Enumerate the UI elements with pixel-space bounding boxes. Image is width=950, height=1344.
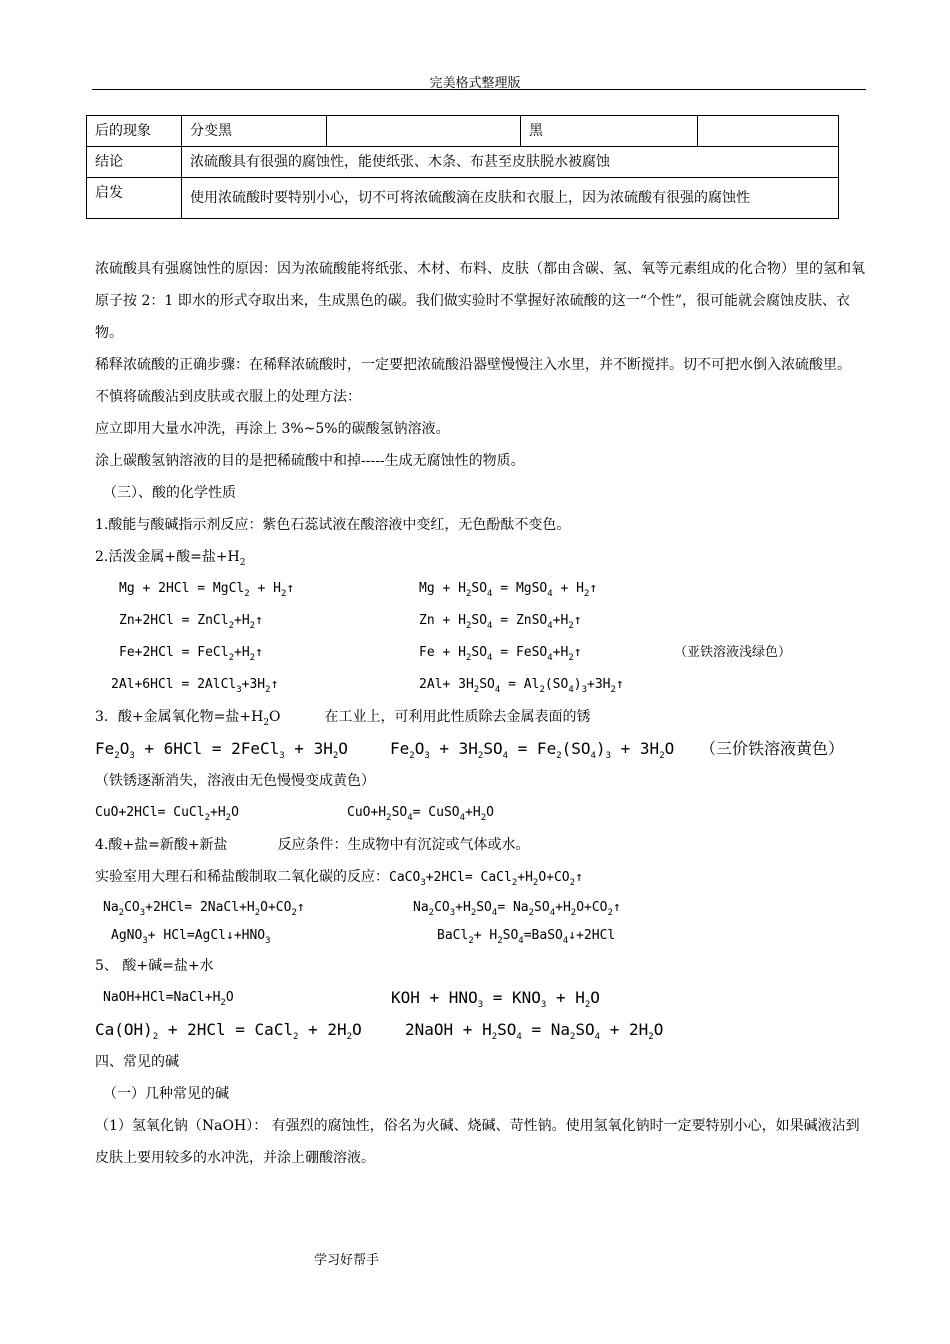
paragraph-spill-method: 应立即用大量水冲洗，再涂上 3%~5%的碳酸氢钠溶液。 — [95, 421, 450, 437]
equation: $Ca(OH)_2 + 2HCl$ = CaCl$_2$ + $2H_2O$ — [95, 1020, 362, 1042]
equations-oxide-acid — [95, 733, 865, 765]
equation: $Fe_2O_3 + 6HCl$ = 2FeCl$_3$ + $3H_2O$ — [95, 739, 348, 761]
equations-metal-acid — [95, 573, 865, 701]
equation: BaCl$_2$+ $H_2SO_4=BaSO_4↓+2HCl$ — [437, 928, 616, 946]
equation: 2NaOH + $H_2SO_4 = Na_2SO_4 + 2H_2O$ — [405, 1020, 664, 1042]
equation: $CuO+2HCl= CuCl_2+H_2O$ — [95, 805, 239, 823]
property-4: 4.酸+盐=新酸+新盐 反应条件：生成物中有沉淀或气体或水。 — [95, 837, 530, 853]
table-cell: 后的现象 — [87, 116, 182, 147]
equation: $Na_2CO_3+2HCl=$ $2NaCl+H_2O+CO_2↑$ — [103, 900, 305, 918]
equation: AgNO$_3$+ $HCl=AgCl↓+HNO_3$ — [111, 928, 271, 946]
section-heading: 四、常见的碱 — [95, 1054, 179, 1070]
note: （亚铁溶液浅绿色） — [674, 645, 792, 660]
note: （三价铁溶液黄色） — [700, 739, 845, 758]
main-content — [95, 253, 865, 1174]
table-cell: 使用浓硫酸时要特别小心，切不可将浓硫酸滴在皮肤和衣服上，因为浓硫酸有很强的腐蚀性 — [182, 178, 839, 219]
equation: KOH + $HNO_3 = KNO_3 + H_2O$ — [391, 988, 600, 1010]
table-cell — [698, 116, 839, 147]
property-2: 2.活泼金属+酸=盐$+H_2$ — [95, 549, 246, 568]
equation: $Na_2CO_3+H_2SO_4=$ $Na_2SO_4+H_2O+CO_2↑$ — [413, 900, 621, 918]
equations-acid-salt — [95, 894, 865, 950]
table-cell: 启发 — [87, 178, 182, 219]
equation: $Fe_2O_3 + 3H_2SO_4 = Fe_2(SO_4)_3 + 3H_2O$ — [390, 739, 675, 761]
page-header: 完美格式整理版 — [429, 76, 521, 91]
header-rule — [92, 89, 866, 90]
equation: $CuO+H_2SO_4=$ $CuSO_4+H_2O$ — [347, 805, 494, 823]
equation: $Fe+2HCl = FeCl_2+H_2↑$ — [119, 645, 263, 663]
table-cell: 分变黑 — [182, 116, 327, 147]
equation-row — [95, 922, 865, 950]
equation-row — [95, 669, 865, 701]
table-row — [87, 178, 839, 219]
table-row — [87, 116, 839, 147]
equation-row — [95, 733, 865, 765]
paragraph-spill-purpose: 涂上碳酸氢钠溶液的目的是把稀硫酸中和掉-----生成无腐蚀性的物质。 — [95, 453, 525, 469]
table-cell: 黑 — [521, 116, 698, 147]
equation-row — [95, 573, 865, 605]
table-cell: 结论 — [87, 147, 182, 178]
equation: $Zn+2HCl = ZnCl_2+H_2↑$ — [119, 613, 263, 631]
equation: $Mg + H_2SO_4$ = MgSO$_4$ + $H_2↑$ — [419, 581, 598, 599]
paragraph-naoh: （1）氢氧化钠（NaOH）： 有强烈的腐蚀性，俗名为火碱、烧碱、苛性钠。使用氢氧化钠时一定要特别小心，如果碱液沾到皮肤上要用较多的水冲洗，并涂上硼酸溶液。 — [95, 1118, 860, 1166]
equations-acid-base — [95, 982, 865, 1046]
table-row — [87, 147, 839, 178]
equation: $NaOH+HCl=NaCl+H_2O$ — [103, 990, 234, 1008]
equation-row — [95, 637, 865, 669]
paragraph-dilute: 稀释浓硫酸的正确步骤：在稀释浓硫酸时，一定要把浓硫酸沿器壁慢慢注入水里，并不断搅拌。切不可把水倒入浓硫酸里。 — [95, 357, 851, 373]
property-1: 1.酸能与酸碱指示剂反应：紫色石蕊试液在酸溶液中变红，无色酚酞不变色。 — [95, 517, 571, 533]
table-cell — [327, 116, 521, 147]
equations-cuo — [95, 797, 865, 829]
lab-co2: 实验室用大理石和稀盐酸制取二氧化碳的反应：CaCO$_3$+2HCl= $CaCl_2+H_2O+CO_2↑$ — [95, 869, 583, 888]
property-3: 3．酸+金属氧化物=盐$+H_2O$ 在工业上，可利用此性质除去金属表面的锈 — [95, 709, 591, 728]
page-footer: 学习好帮手 — [314, 1253, 380, 1268]
paragraph-reason: 浓硫酸具有强腐蚀性的原因：因为浓硫酸能将纸张、木材、布料、皮肤（都由含碳、氢、氧等元素组成的化合物）里的氢和氧原子按 2：1 即水的形式夺取出来，生成黑色的碳。我们做实验时不掌握好浓硫酸的这一“个性”，很可能就会腐蚀皮肤、衣物。 — [95, 261, 865, 341]
equation-row — [95, 894, 865, 922]
experiment-table — [86, 115, 839, 219]
equation-row — [95, 605, 865, 637]
subsection-heading: （一）几种常见的碱 — [103, 1086, 229, 1102]
equation: $Zn + H_2SO_4$ = $ZnSO_4+H_2↑$ — [419, 613, 582, 631]
rust-note: （铁锈逐渐消失，溶液由无色慢慢变成黄色） — [95, 773, 375, 789]
section-heading: （三）、酸的化学性质 — [103, 485, 236, 501]
equation: $2Al+ 3H_2SO_4$ = $Al_2(SO_4)_3+3H_2↑$ — [419, 677, 624, 695]
table-cell: 浓硫酸具有很强的腐蚀性，能使纸张、木条、布甚至皮肤脱水被腐蚀 — [182, 147, 839, 178]
equation-row — [95, 982, 865, 1014]
equation-row — [95, 1014, 865, 1046]
equation: Mg + 2HCl = MgCl$_2$ + $H_2↑$ — [119, 581, 295, 599]
equation: $Fe + H_2SO_4$ = $FeSO_4+H_2↑$ — [419, 645, 582, 663]
paragraph-spill-title: 不慎将硫酸沾到皮肤或衣服上的处理方法： — [95, 389, 361, 405]
property-5: 5、 酸+碱=盐+水 — [95, 958, 214, 974]
equation-row — [95, 797, 865, 829]
equation: $2Al+6HCl = 2AlCl_3+3H_2↑$ — [111, 677, 279, 695]
